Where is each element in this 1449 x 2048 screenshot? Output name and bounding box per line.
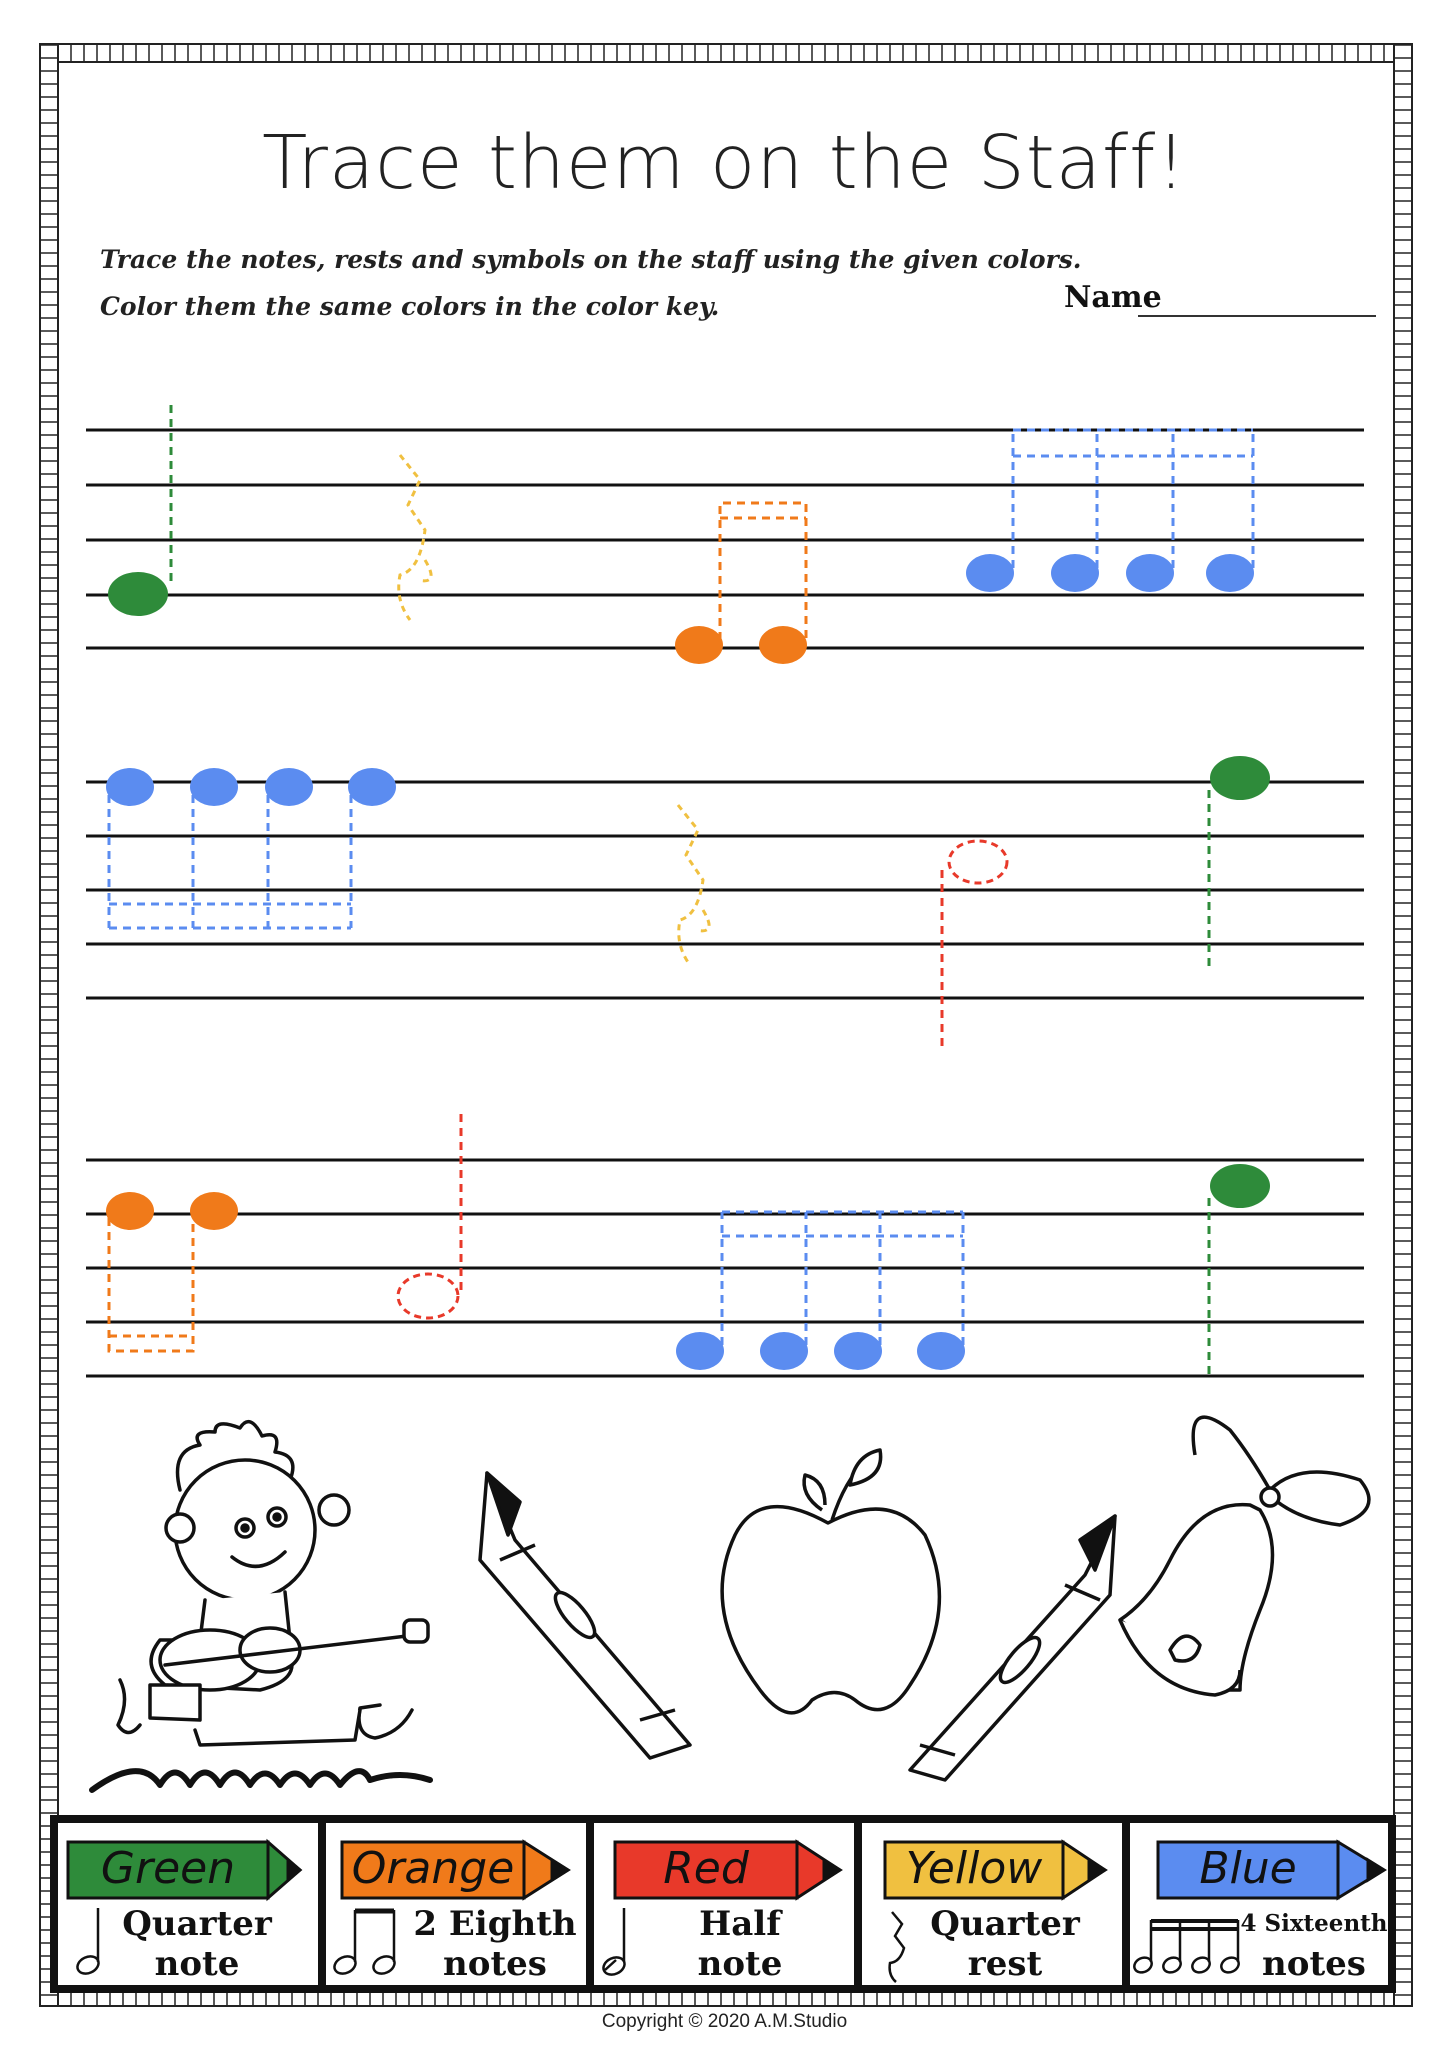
instruction-line-1: Trace the notes, rests and symbols on the staff using the given colors. xyxy=(100,245,1082,274)
page-border xyxy=(40,44,1412,2006)
name-label: Name xyxy=(1064,280,1162,315)
key-label-yellow-line2: rest xyxy=(967,1944,1043,1984)
key-label-orange-line2: notes xyxy=(443,1944,547,1984)
key-label-blue-line2: notes xyxy=(1262,1944,1366,1984)
key-color-red: Red xyxy=(663,1843,749,1894)
key-color-blue: Blue xyxy=(1199,1843,1297,1894)
key-color-orange: Orange xyxy=(351,1843,515,1894)
key-color-yellow: Yellow xyxy=(905,1843,1043,1894)
key-label-green xyxy=(112,1904,282,1984)
key-label-orange xyxy=(410,1904,580,1984)
key-label-red xyxy=(660,1904,820,1984)
key-label-yellow-line1: Quarter xyxy=(930,1904,1080,1944)
key-label-blue-line1: 4 Sixteenth xyxy=(1240,1910,1388,1937)
key-color-green: Green xyxy=(100,1843,236,1894)
key-label-red-line2: note xyxy=(697,1944,783,1984)
key-label-green-line1: Quarter xyxy=(122,1904,272,1944)
key-label-blue xyxy=(1240,1904,1388,1984)
instruction-line-2: Color them the same colors in the color key. xyxy=(100,292,720,321)
key-label-yellow xyxy=(920,1904,1090,1984)
key-label-red-line1: Half xyxy=(699,1904,781,1944)
page-title: Trace them on the Staff! xyxy=(262,120,1187,206)
copyright: Copyright © 2020 A.M.Studio xyxy=(601,2011,848,2032)
name-field[interactable] xyxy=(1138,315,1376,317)
key-label-green-line2: note xyxy=(154,1944,240,1984)
key-label-orange-line1: 2 Eighth xyxy=(413,1904,577,1944)
